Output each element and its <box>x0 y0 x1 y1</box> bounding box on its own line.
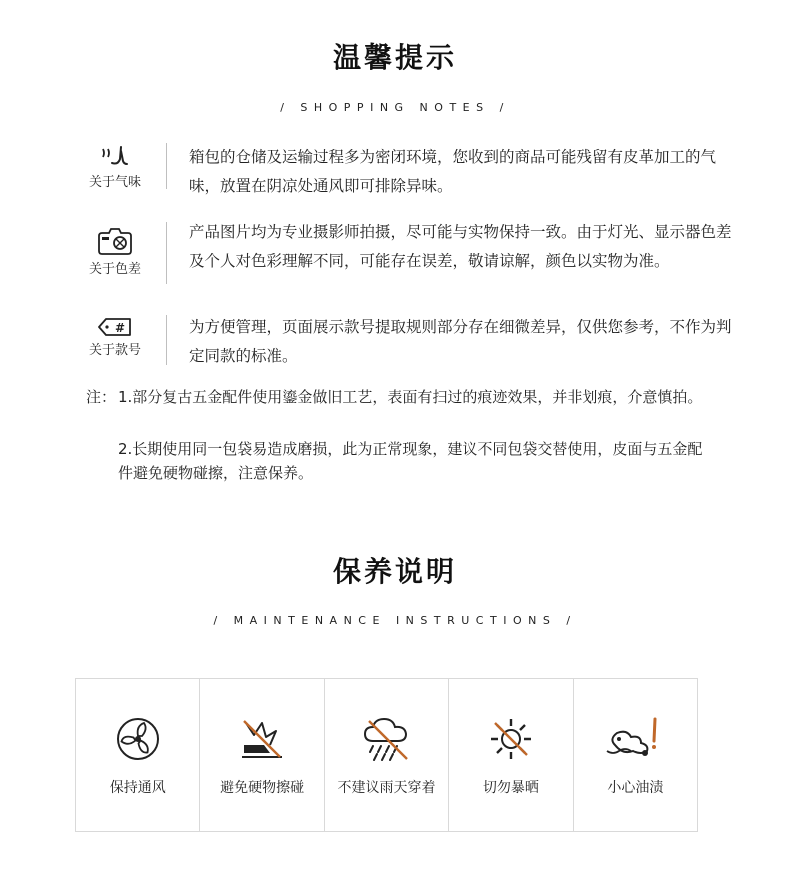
no-collision-label: 避免硬物擦碰 <box>220 780 305 796</box>
maintenance-item-no-collision <box>200 679 324 831</box>
fan-icon <box>114 715 162 763</box>
maintenance-item-no-sun <box>449 679 573 831</box>
no-sun-icon <box>487 715 535 763</box>
divider <box>166 222 167 284</box>
oil-stain-label: 小心油渍 <box>607 780 664 796</box>
maintenance-subtitle: / MAINTENANCE INSTRUCTIONS / <box>213 614 577 627</box>
no-rain-label: 不建议雨天穿着 <box>337 780 436 796</box>
footnote-1: 1.部分复古五金配件使用鎏金做旧工艺，表面有扫过的痕迹效果，并非划痕，介意慎拍。 <box>118 388 703 406</box>
notes-title: 温馨提示 <box>332 41 457 74</box>
maintenance-item-oil-stain <box>574 679 697 831</box>
no-rain-icon <box>361 715 413 763</box>
footnote-prefix: 注： <box>86 388 117 406</box>
smell-text: 箱包的仓储及运输过程多为密闭环境，您收到的商品可能残留有皮革加工的气味，放置在阴凉处通风即可排除异味。 <box>189 148 717 195</box>
notes-subtitle: / SHOPPING NOTES / <box>280 101 510 114</box>
divider <box>166 315 167 365</box>
maintenance-item-ventilate <box>76 679 200 831</box>
smell-label: 关于气味 <box>88 175 141 190</box>
tag-icon-block <box>80 317 150 358</box>
maintenance-grid <box>75 678 698 832</box>
style-number-text: 为方便管理，页面展示款号提取规则部分存在细微差异，仅供您参考，不作为判定同款的标准。 <box>189 318 732 365</box>
maintenance-title: 保养说明 <box>332 555 457 588</box>
no-sun-label: 切勿暴晒 <box>482 780 539 796</box>
color-text: 产品图片均为专业摄影师拍摄，尽可能与实物保持一致。由于灯光、显示器色差及个人对色彩理解不同，可能存在误差，敬请谅解，颜色以实物为准。 <box>189 223 732 270</box>
camera-icon <box>96 226 134 256</box>
divider <box>166 143 167 189</box>
no-collision-icon <box>238 715 286 763</box>
svg-text:#: # <box>114 321 126 335</box>
maintenance-item-no-rain <box>325 679 449 831</box>
camera-icon-block <box>80 226 150 277</box>
ventilate-label: 保持通风 <box>109 780 166 796</box>
smell-icon <box>98 143 132 169</box>
oil-stain-icon <box>605 715 665 763</box>
smell-icon-block <box>80 143 150 190</box>
color-label: 关于色差 <box>88 262 141 277</box>
tag-icon <box>97 317 133 337</box>
style-number-label: 关于款号 <box>88 343 141 358</box>
footnote-2: 2.长期使用同一包袋易造成磨损，此为正常现象，建议不同包袋交替使用，皮面与五金配件避免硬物碰擦，注意保养。 <box>118 440 703 482</box>
